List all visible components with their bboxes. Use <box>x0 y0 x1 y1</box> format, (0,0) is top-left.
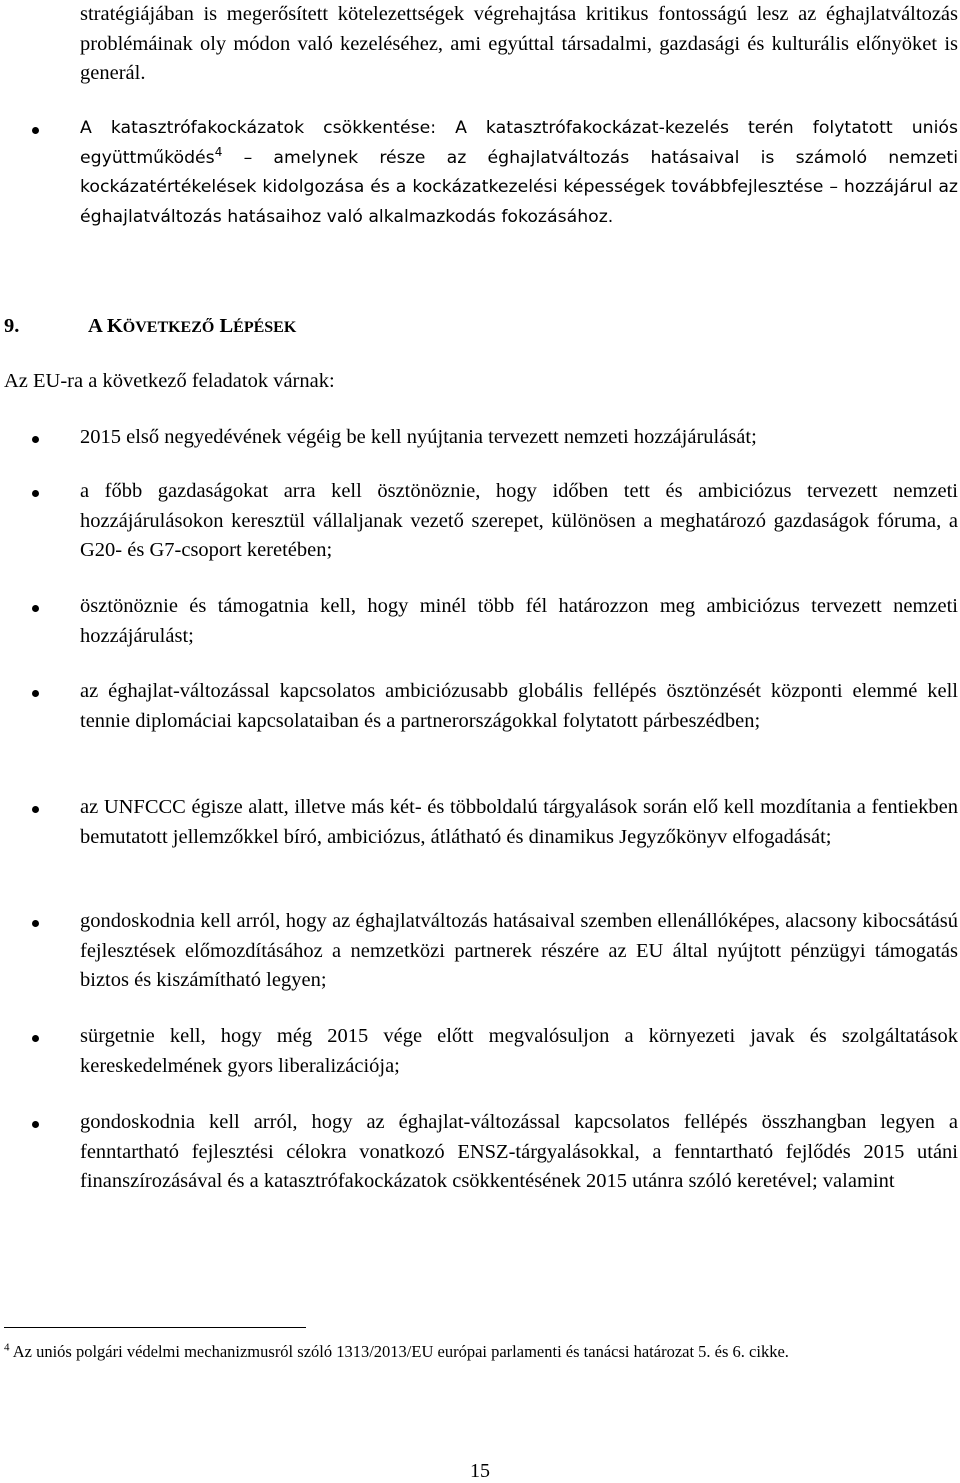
list-item <box>80 1022 958 1081</box>
bullet-icon <box>32 920 39 927</box>
bullet-icon <box>32 127 39 134</box>
task-text: ösztönöznie és támogatnia kell, hogy minél több fél határozzon meg ambiciózus tervezett nemzeti hozzájárulást; <box>80 595 958 647</box>
section-title-word2-rest: ÉPÉSEK <box>233 319 297 336</box>
task-text: a főbb gazdaságokat arra kell ösztönöznie, hogy időben tett és ambiciózus tervezett nemzeti hozzájárulásokon keresztül vállaljanak vezető szerepet, különösen a meghatározó gazdaságok fóruma, a G20- és G7-csoport keretében; <box>80 480 958 561</box>
bullet-icon <box>32 436 39 443</box>
bullet-icon <box>32 806 39 813</box>
task-text: az UNFCCC égisze alatt, illetve más két- és többoldalú tárgyalások során elő kell mozdítania a fentiekben bemutatott jellemzőkkel bíró, ambiciózus, átlátható és dinamikus Jegyzőkönyv elfogadását; <box>80 796 958 848</box>
section-heading <box>4 312 296 343</box>
task-text: sürgetnie kell, hogy még 2015 vége előtt megvalósuljon a környezeti javak és szolgáltatások kereskedelmének gyors liberalizációja; <box>80 1025 958 1077</box>
list-item <box>80 677 958 736</box>
task-text: az éghajlat-változással kapcsolatos ambiciózusabb globális fellépés ösztönzését központi elemmé kell tennie diplomáciai kapcsolataiban és a partnerországokkal folytatott párbeszédben; <box>80 680 958 732</box>
section-title-word1-rest: ÖVETKEZŐ <box>122 319 215 336</box>
bullet-icon <box>32 1035 39 1042</box>
bullet-icon <box>32 1121 39 1128</box>
task-text: 2015 első negyedévének végéig be kell nyújtania tervezett nemzeti hozzájárulását; <box>80 426 757 448</box>
page-number: 15 <box>470 1460 490 1482</box>
footnote-separator <box>4 1327 306 1328</box>
footnote-number: 4 <box>4 1341 10 1354</box>
task-text: gondoskodnia kell arról, hogy az éghajlatváltozás hatásaival szemben ellenállóképes, alacsony kibocsátású fejlesztések előmozdításához a nemzetközi partnerek részére az EU által nyújtott pénzügyi támogatás biztos és kiszámítható legyen; <box>80 910 958 991</box>
list-item <box>80 1108 958 1197</box>
task-text: gondoskodnia kell arról, hogy az éghajlat-változással kapcsolatos fellépés összhangban legyen a fenntartható fejlesztési célokra vonatkozó ENSZ-tárgyalásokkal, a fenntartható fejlődés 2015 utáni finanszírozásával és a katasztrófakockázatok csökkentésének 2015 utánra szóló keretével; valamint <box>80 1111 958 1192</box>
bullet-icon <box>32 490 39 497</box>
continuation-paragraph <box>80 0 958 89</box>
list-item <box>80 592 958 651</box>
section-title-word1-cap: K <box>106 315 123 337</box>
bullet-icon <box>32 690 39 697</box>
disaster-risk-text-start: A katasztrófakockázatok csökkentése: A katasztrófakockázat-kezelés terén folytatott uniós együttműködés <box>80 118 958 168</box>
footnote-reference[interactable]: 4 <box>214 144 223 159</box>
disaster-risk-paragraph <box>80 114 958 232</box>
continuation-text: stratégiájában is megerősített kötelezettségek végrehajtása kritikus fontosságú lesz az éghajlatváltozás problémáinak oly módon való kezeléséhez, ami egyúttal társadalmi, gazdasági és kulturális előnyöket is generál. <box>80 3 958 84</box>
list-item <box>80 423 958 453</box>
tasks-intro: Az EU-ra a következő feladatok várnak: <box>4 370 335 392</box>
list-item <box>80 793 958 852</box>
section-title-word2-cap: L <box>219 315 234 337</box>
section-number: 9. <box>4 315 20 337</box>
disaster-risk-text-end: – amelynek része az éghajlatváltozás hatásaival is számoló nemzeti kockázatértékelések kidolgozása és a kockázatkezelési képességek továbbfejlesztése – hozzájárul az éghajlatváltozás hatásaihoz való alkalmazkodás fokozásához. <box>80 147 958 227</box>
section-title-first-letter: A <box>88 315 102 337</box>
list-item <box>80 907 958 996</box>
list-item <box>80 477 958 566</box>
bullet-icon <box>32 605 39 612</box>
footnote-text: Az uniós polgári védelmi mechanizmusról szóló 1313/2013/EU európai parlamenti és tanácsi határozat 5. és 6. cikke. <box>9 1342 789 1361</box>
footnote <box>4 1340 904 1364</box>
